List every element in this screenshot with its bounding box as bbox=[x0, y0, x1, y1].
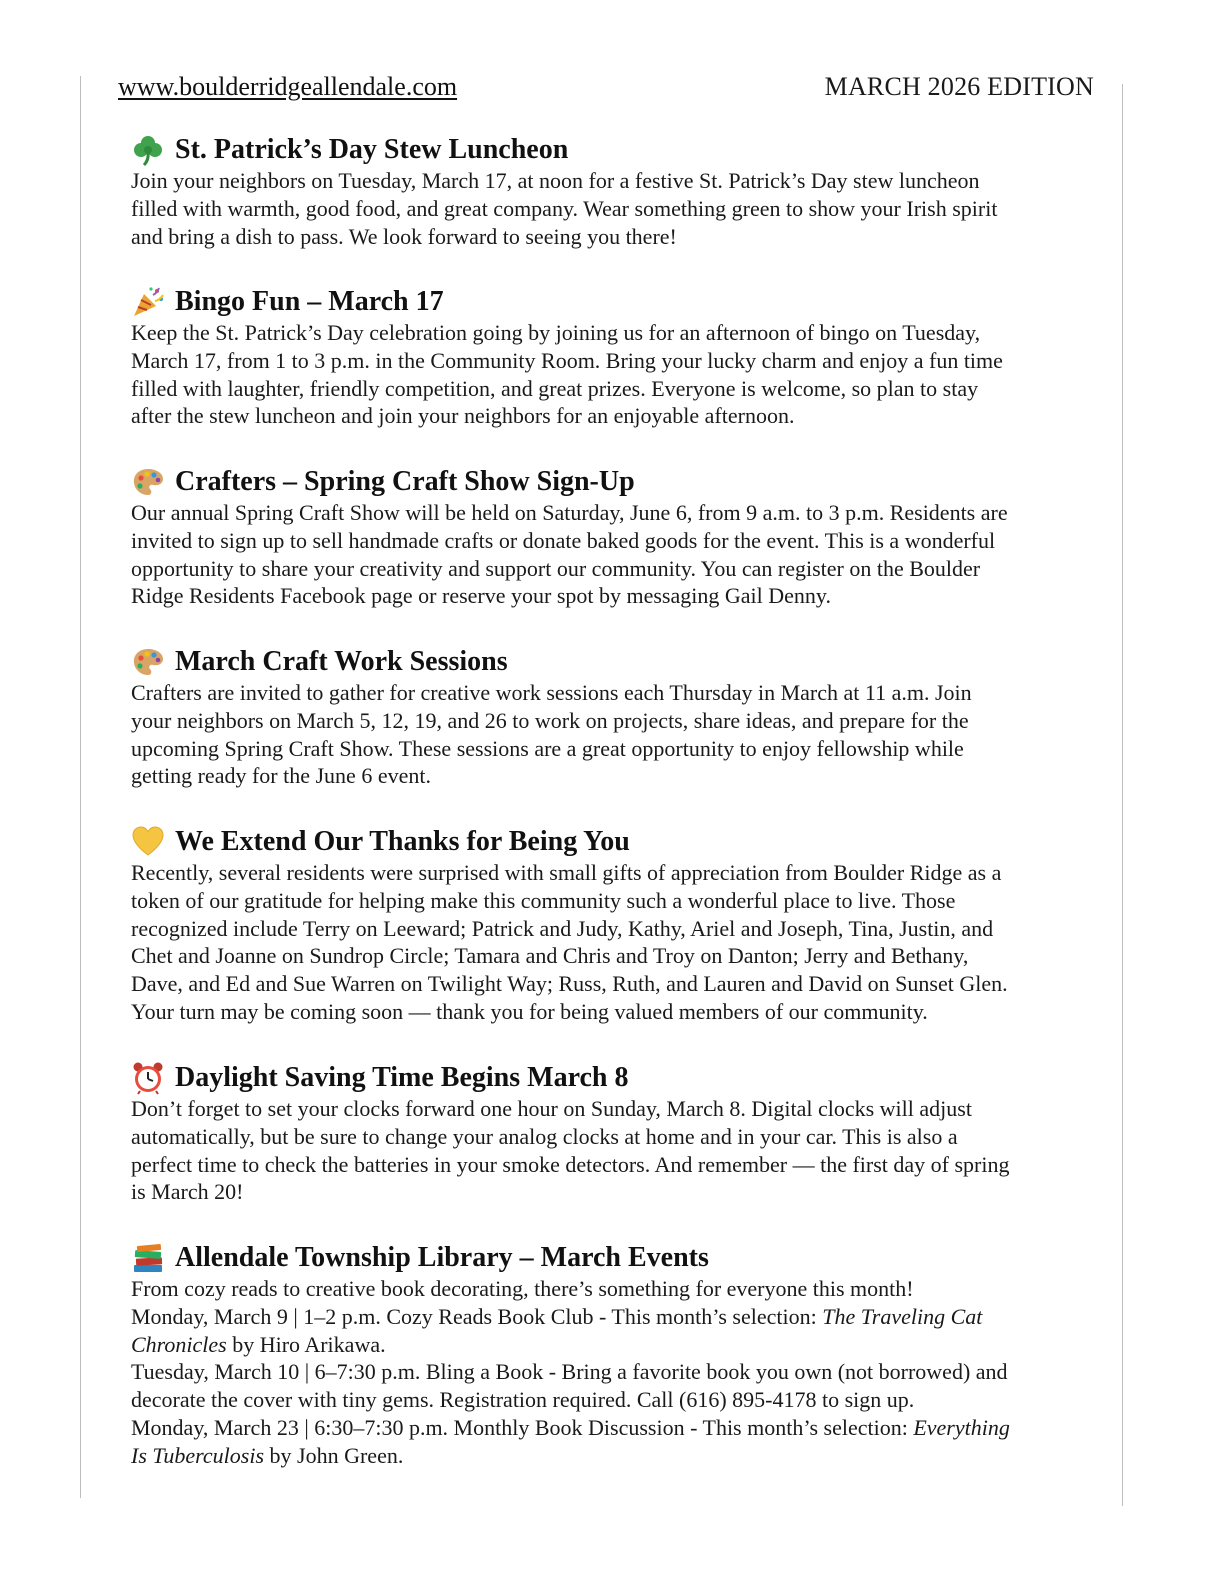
body-line: Crafters are invited to gather for creative work sessions each Thursday in March at 11 a.m. Join bbox=[131, 680, 972, 705]
body-line: Chet and Joanne on Sundrop Circle; Tamara and Chris and Troy on Danton; Jerry and Bethany, bbox=[131, 943, 969, 969]
section-body bbox=[131, 679, 1091, 790]
section-daylight-saving bbox=[131, 1061, 1091, 1206]
body-line: March 17, from 1 to 3 p.m. in the Community Room. Bring your lucky charm and enjoy a fun time bbox=[131, 347, 1003, 373]
edition-label: MARCH 2026 EDITION bbox=[824, 72, 1094, 101]
body-line: Ridge Residents Facebook page or reserve your spot by messaging Gail Denny. bbox=[131, 583, 831, 609]
body-line: invited to sign up to sell handmade crafts or donate baked goods for the event. This is a wonderful bbox=[131, 527, 996, 553]
section-heading bbox=[131, 285, 1091, 319]
library-event-bling-a-book-cont: decorate the cover with tiny gems. Registration required. Call (616) 895-4178 to sign up. bbox=[131, 1387, 915, 1413]
section-craft-show-signup bbox=[131, 465, 1091, 610]
section-craft-work-sessions bbox=[131, 645, 1091, 790]
section-title: Crafters – Spring Craft Show Sign-Up bbox=[175, 466, 635, 497]
body-line: Keep the St. Patrick’s Day celebration going by joining us for an afternoon of bingo on Tuesday, bbox=[131, 320, 981, 345]
section-title: We Extend Our Thanks for Being You bbox=[175, 826, 630, 857]
library-event-book-discussion: Monday, March 23 | 6:30–7:30 p.m. Monthly Book Discussion - This month’s selection: Everything bbox=[131, 1414, 1010, 1440]
body-line: your neighbors on March 5, 12, 19, and 26 to work on projects, share ideas, and prepare for the bbox=[131, 707, 969, 733]
section-thanks bbox=[131, 825, 1091, 1026]
section-body bbox=[131, 1275, 1091, 1470]
alarm-clock-icon bbox=[131, 1061, 165, 1095]
artist-palette-icon bbox=[131, 645, 165, 679]
body-line: getting ready for the June 6 event. bbox=[131, 763, 431, 789]
body-line: Dave, and Ed and Sue Warren on Twilight Way; Russ, Ruth, and Lauren and David on Sunset Glen. bbox=[131, 971, 1008, 997]
body-line: is March 20! bbox=[131, 1179, 244, 1205]
library-event-book-discussion-cont: Is Tuberculosis by John Green. bbox=[131, 1442, 404, 1468]
library-event-book-club-cont: Chronicles by Hiro Arikawa. bbox=[131, 1331, 386, 1357]
page-border-left bbox=[80, 76, 81, 1498]
party-popper-icon bbox=[131, 285, 165, 319]
section-heading bbox=[131, 465, 1091, 499]
section-title: Daylight Saving Time Begins March 8 bbox=[175, 1062, 629, 1093]
body-line: Don’t forget to set your clocks forward one hour on Sunday, March 8. Digital clocks will adjust bbox=[131, 1096, 972, 1121]
section-body bbox=[131, 319, 1091, 430]
body-line: token of our gratitude for helping make this community such a wonderful place to live. Those bbox=[131, 887, 956, 913]
section-heading bbox=[131, 645, 1091, 679]
yellow-heart-icon bbox=[131, 825, 165, 859]
body-line: filled with warmth, good food, and great company. Wear something green to show your Irish spirit bbox=[131, 195, 998, 221]
body-line: recognized include Terry on Leeward; Patrick and Judy, Kathy, Ariel and Joseph, Tina, Justin, and bbox=[131, 915, 994, 941]
section-bingo bbox=[131, 285, 1091, 430]
body-line: Join your neighbors on Tuesday, March 17, at noon for a festive St. Patrick’s Day stew luncheon bbox=[131, 168, 980, 193]
library-event-bling-a-book: Tuesday, March 10 | 6–7:30 p.m. Bling a Book - Bring a favorite book you own (not borrowed) and bbox=[131, 1359, 1008, 1385]
page-border-right bbox=[1122, 84, 1123, 1506]
body-line: perfect time to check the batteries in your smoke detectors. And remember — the first day of spring bbox=[131, 1151, 1010, 1177]
book-title: Chronicles bbox=[131, 1331, 227, 1357]
book-title: The Traveling Cat bbox=[822, 1303, 983, 1329]
body-line: after the stew luncheon and join your neighbors for an enjoyable afternoon. bbox=[131, 403, 795, 429]
section-stew-luncheon bbox=[131, 133, 1091, 250]
section-title: March Craft Work Sessions bbox=[175, 646, 508, 677]
book-title: Everything bbox=[913, 1414, 1010, 1440]
book-title: Is Tuberculosis bbox=[131, 1442, 265, 1468]
body-line: and bring a dish to pass. We look forward to seeing you there! bbox=[131, 223, 677, 249]
section-body bbox=[131, 167, 1091, 250]
section-body bbox=[131, 499, 1091, 610]
books-icon bbox=[131, 1241, 165, 1275]
section-heading bbox=[131, 133, 1091, 167]
body-line: Recently, several residents were surprised with small gifts of appreciation from Boulder Ridge as a bbox=[131, 860, 1002, 885]
body-line: Our annual Spring Craft Show will be held on Saturday, June 6, from 9 a.m. to 3 p.m. Residents are bbox=[131, 500, 1008, 525]
section-title: Bingo Fun – March 17 bbox=[175, 286, 444, 317]
section-title: Allendale Township Library – March Events bbox=[175, 1242, 709, 1273]
section-library-events bbox=[131, 1241, 1091, 1470]
section-heading bbox=[131, 1061, 1091, 1095]
section-title: St. Patrick’s Day Stew Luncheon bbox=[175, 134, 569, 165]
body-line: Your turn may be coming soon — thank you for being valued members of our community. bbox=[131, 998, 928, 1024]
shamrock-icon bbox=[131, 133, 165, 167]
section-body bbox=[131, 859, 1091, 1026]
artist-palette-icon bbox=[131, 465, 165, 499]
page-header bbox=[118, 72, 1094, 106]
body-line: opportunity to share your creativity and support our community. You can register on the Boulder bbox=[131, 555, 981, 581]
body-line: filled with laughter, friendly competition, and great prizes. Everyone is welcome, so plan to stay bbox=[131, 375, 979, 401]
section-body bbox=[131, 1095, 1091, 1206]
library-intro: From cozy reads to creative book decorating, there’s something for everyone this month! bbox=[131, 1276, 914, 1301]
body-line: upcoming Spring Craft Show. These sessions are a great opportunity to enjoy fellowship while bbox=[131, 735, 964, 761]
library-event-book-club: Monday, March 9 | 1–2 p.m. Cozy Reads Book Club - This month’s selection: The Traveling Cat bbox=[131, 1303, 983, 1329]
section-heading bbox=[131, 825, 1091, 859]
section-heading bbox=[131, 1241, 1091, 1275]
website-link[interactable]: www.boulderridgeallendale.com bbox=[118, 72, 458, 101]
body-line: automatically, but be sure to change your analog clocks at home and in your car. This is also a bbox=[131, 1123, 958, 1149]
